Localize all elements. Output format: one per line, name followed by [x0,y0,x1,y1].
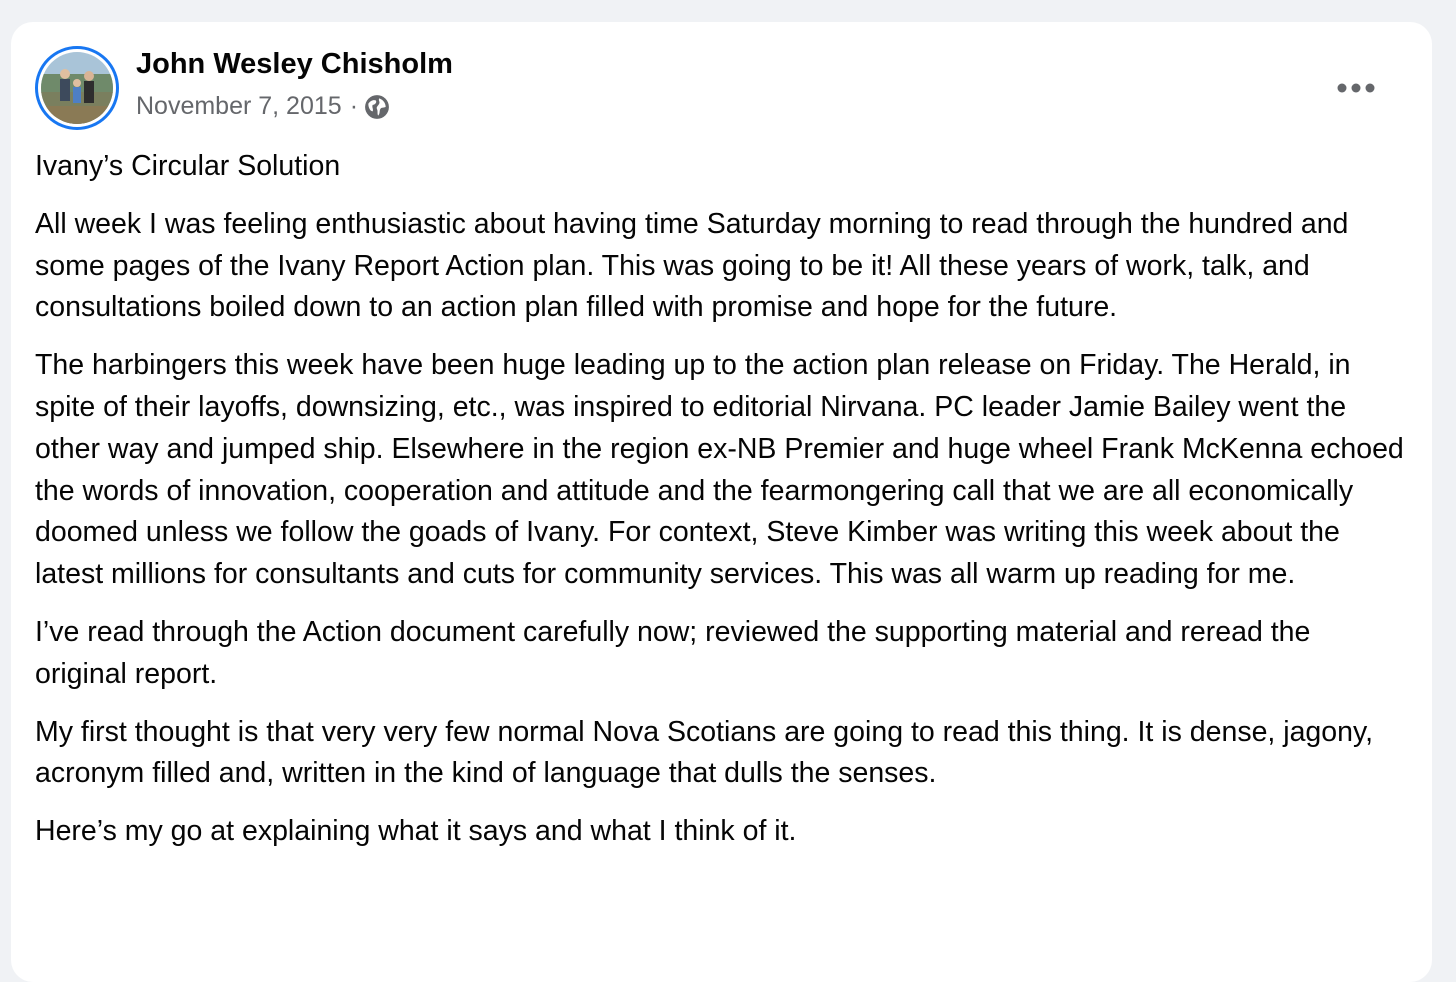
post-meta [136,92,390,121]
more-options-button[interactable] [1330,66,1382,110]
more-options-icon [1336,82,1376,94]
post-paragraph: Here’s my go at explaining what it says and what I think of it. [35,815,797,848]
post-paragraph: I’ve read through the Action document carefully now; reviewed the supporting material and reread the original report. [35,615,1311,690]
post-header [35,46,1408,136]
profile-photo [41,52,113,124]
post-paragraph: My first thought is that very very few normal Nova Scotians are going to read this thing. It is dense, jagony, acronym filled and, written in the kind of language that dulls the senses. [35,715,1374,790]
post-card [11,22,1432,982]
globe-icon [364,94,390,120]
post-paragraph: All week I was feeling enthusiastic about having time Saturday morning to read through the hundred and some pages of the Ivany Report Action plan. This was going to be it! All these years of work, talk, and consultations boiled down to an action plan filled with promise and hope for the future. [35,207,1349,324]
avatar[interactable] [35,46,119,130]
post-title: Ivany’s Circular Solution [35,150,341,182]
post-paragraph: The harbingers this week have been huge leading up to the action plan release on Friday. The Herald, in spite of their layoffs, downsizing, etc., was inspired to editorial Nirvana. PC leader Jamie Bailey went the other way and jumped ship. Elsewhere in the region ex-NB Premier and huge wheel Frank McKenna echoed the words of innovation, cooperation and attitude and the fearmongering call that we are all economically doomed unless we follow the goads of Ivany. For context, Steve Kimber was writing this week about the latest millions for consultants and cuts for community services. This was all warm up reading for me. [35,349,1404,591]
post-date[interactable]: November 7, 2015 [136,92,342,120]
author-name[interactable]: John Wesley Chisholm [136,48,453,80]
meta-separator: · [349,92,359,120]
post-body [35,146,1405,869]
